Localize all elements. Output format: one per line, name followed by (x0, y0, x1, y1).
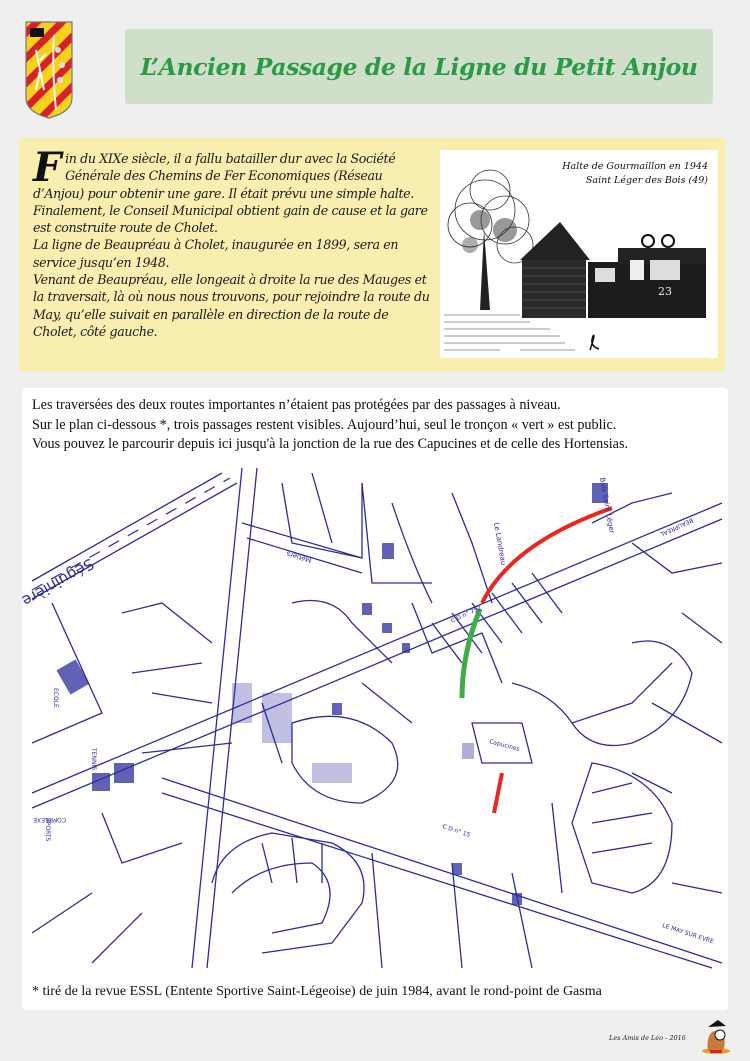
track-red-south (494, 773, 502, 813)
title-banner (125, 29, 713, 104)
map-panel (18, 388, 728, 1010)
track-green-public (462, 609, 480, 698)
map-label-cd752: C D n° 752 (449, 604, 483, 625)
drop-cap: F (33, 144, 62, 191)
description-line: Vous pouvez le parcourir depuis ici jusqu'à la jonction de la rue des Capucines et de celle des Hortensias. (32, 436, 629, 452)
map-label-capucines: Capucines (488, 738, 521, 753)
intro-paragraph: Venant de Beaupréau, elle longeait à droite la rue des Mauges et la traversait, là où nous nous trouvons, pour rejoindre la route du May, qu’elle suivait en parallèle en direction de la route de Cholet, côté gauche. (33, 272, 430, 339)
map-description (32, 396, 718, 455)
intro-paragraph: La ligne de Beaupréau à Cholet, inaugurée en 1899, sera en service jusqu’en 1948. (33, 237, 399, 270)
map-label-seguiniere: Séguinière (18, 554, 97, 611)
intro-text (33, 144, 433, 340)
station-sketch-image (440, 150, 718, 358)
map-label-le-may: LE MAY SUR EVRE (661, 922, 715, 946)
page-title: L’Ancien Passage de la Ligne du Petit Anjou (140, 52, 698, 81)
description-line: Les traversées des deux routes importantes n’étaient pas protégées par des passages à niveau. (32, 397, 561, 413)
caption-location: Saint Léger des Bois (49) (585, 175, 708, 186)
intro-panel (19, 138, 725, 372)
sketch-caption (562, 160, 708, 188)
map-label-sports: SPORTS (44, 818, 51, 842)
map-footnote: * tiré de la revue ESSL (Entente Sportive Saint-Légeoise) de juin 1984, avant le rond-point de Gasma (32, 984, 602, 999)
map-label-tennis: TENNIS (90, 748, 97, 771)
map-label-complexe: COMPLEXE (33, 816, 66, 823)
signature: Les Amis de Léo - 2016 (609, 1034, 686, 1042)
street-map (18, 463, 722, 968)
coat-of-arms-logo (24, 20, 74, 120)
intro-paragraph: Finalement, le Conseil Municipal obtient gain de cause et la gare est construite route de Cholet. (33, 202, 428, 236)
map-label-bois-saint-leger: Bois Saint Léger (598, 476, 616, 535)
caption-title: Halte de Gourmaillon en 1944 (562, 161, 708, 172)
map-label-cd15: C D n° 15 (441, 823, 472, 839)
intro-paragraph: in du XIXe siècle, il a fallu batailler dur avec la Société Générale des Chemins de Fer Economiques (Réseau d’Anjou) pour obtenir une gare. Il était prévu une simple halte. (33, 151, 414, 201)
description-line: Sur le plan ci-dessous *, trois passages restent visibles. Aujourd’hui, seul le tronçon « vert » est public. (32, 416, 617, 433)
mascot-logo (698, 1018, 734, 1056)
map-label-landreau: Le Landreau (492, 521, 508, 566)
map-label-beaupreau: BEAUPREAL (659, 516, 695, 538)
map-label-metiers: Métiers (285, 549, 313, 564)
map-label-ecole: ECOLE (52, 688, 59, 708)
tram-number: 23 (658, 285, 672, 298)
